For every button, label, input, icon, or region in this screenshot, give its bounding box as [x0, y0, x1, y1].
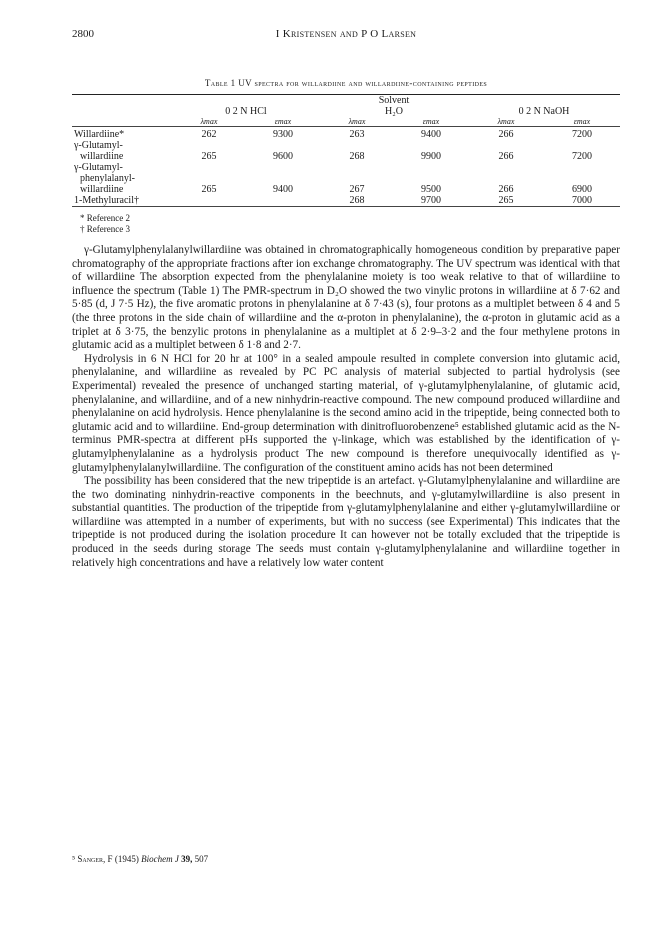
reference-volume: 39,: [181, 854, 193, 864]
compound-name: willardiine: [80, 184, 124, 195]
table-cell: [172, 195, 246, 207]
compound-name: 1-Methyluracil†: [74, 195, 139, 206]
table-row: [72, 195, 620, 207]
table-cell: 9700: [421, 195, 441, 206]
page-number: 2800: [72, 28, 94, 40]
table-cell: 7200: [572, 129, 592, 140]
compound-name: phenylalanyl-: [80, 173, 135, 184]
table-row: [72, 140, 620, 151]
table-cell: [246, 195, 320, 207]
footnote: † Reference 3: [80, 224, 130, 234]
table-row: [72, 129, 620, 140]
table-row: [72, 173, 620, 184]
subcol-epsilon: εmax: [274, 117, 292, 126]
solvent-header: Solvent: [378, 95, 410, 106]
table-footnotes: [80, 213, 620, 235]
table-cell: 7200: [572, 151, 592, 162]
table-cell: 9600: [273, 151, 293, 162]
running-title: I Kristensen and P O Larsen: [275, 28, 417, 40]
reference-year: (1945): [114, 854, 139, 864]
reference-page: 507: [194, 854, 209, 864]
table-cell: 265: [498, 195, 514, 206]
subcol-lambda: λmax: [348, 117, 366, 126]
footnote: * Reference 2: [80, 213, 130, 223]
table-cell: 266: [498, 184, 514, 195]
table-cell: 265: [201, 151, 217, 162]
table-row: [72, 184, 620, 195]
table-cell: 266: [498, 129, 514, 140]
subcol-lambda: λmax: [200, 117, 218, 126]
paragraph: γ-Glutamylphenylalanylwillardiine was obtained in chromatographically homogeneous condition by preparative paper chromatography of the appropriate fractions after ion exchange chromatography. The UV spectrum was identical with that of willardiine The absorption expected from the phenylalanine moiety is too weak relative to that of willardiine to influence the spectrum (Table 1) The PMR-spectrum in D₂O showed the two vinylic protons in willardiine at δ 7·62 and 5·85 (d, J 7·5 Hz), the five aromatic protons in phenylalanine at δ 7·43 (s), four protons as a multiplet between δ 4 and 5 (the three protons in the side chain of willardiine and the α-proton in phenylalanine), the α-proton in glutamic acid as a triplet at δ 3·75, the benzylic protons in phenylalanine as a multiplet at δ 2·9–3·2 and the four methylene protons in glutamic acid as a multiplet between δ 1·8 and 2·7.: [72, 244, 620, 352]
reference-journal: Biochem J: [141, 854, 179, 864]
table-caption: Table 1 UV spectra for willardiine and willardiine-containing peptides: [204, 78, 488, 88]
table-cell: 268: [349, 151, 365, 162]
page-header: [72, 28, 620, 48]
solvent-naoh: 0 2 N NaOH: [518, 106, 570, 117]
table-cell: 9400: [273, 184, 293, 195]
paragraph: Hydrolysis in 6 N HCl for 20 hr at 100° in a sealed ampoule resulted in complete conversion into glutamic acid, phenylalanine, and willardiine as revealed by PC PC analysis of material subjected to partial hydrolysis (see Experimental) revealed the presence of unchanged starting material, of γ-glutamylphenylalanine, of glutamic acid, phenylalanine, and willardiine, and of a new ninhydrin-reactive compound. The new compound produced willardiine and phenylalanine on acid hydrolysis. Hence phenylalanine is the second amino acid in the tripeptide, being connected both to glutamic acid and to willardiine. End-group determination with dinitrofluorobenzene⁵ established glutamic acid as the N-terminus PMR-spectra at different pHs supported the γ-linkage, which was established by the identification of γ-glutamylphenylalanine as a hydrolysis product The new compound is therefore unequivocally identified as γ-glutamylphenylalanylwillardiine. The configuration of the constituent amino acids has not been determined: [72, 352, 620, 474]
body-text: [72, 244, 620, 570]
uv-spectra-table: [72, 94, 620, 209]
subcol-epsilon: εmax: [422, 117, 440, 126]
table-cell: 9400: [421, 129, 441, 140]
table-row: [72, 151, 620, 162]
paragraph: The possibility has been considered that the new tripeptide is an artefact. γ-Glutamylphenylalanine and willardiine are the two dominating ninhydrin-reactive components in the beechnuts, and γ-glutamylwillardiine is also present in substantial quantities. The production of the tripeptide from γ-glutamylphenylalanine and either γ-glutamylwillardiine or willardiine was attempted in a number of experiments, but with no success (see Experimental) This indicates that the tripeptide is not produced during the isolation procedure It can however not be totally excluded that the tripeptide is produced in the seeds during storage The seeds must contain γ-glutamylphenylalanine and willardiine together in relatively high concentrations and have a relatively low water content: [72, 475, 620, 569]
solvent-water: H₂O: [385, 106, 403, 117]
page: [72, 28, 620, 864]
table-cell: 9900: [421, 151, 441, 162]
compound-name: Willardiine*: [74, 129, 125, 140]
solvent-hcl: 0 2 N HCl: [225, 106, 267, 117]
compound-name: willardiine: [80, 151, 124, 162]
subcol-epsilon: εmax: [573, 117, 591, 126]
reference-author: Sanger, F: [77, 854, 113, 864]
table-cell: 262: [201, 129, 217, 140]
table-cell: 7000: [572, 195, 592, 206]
table-cell: 268: [349, 195, 365, 206]
table-cell: 9500: [421, 184, 441, 195]
table-cell: 9300: [273, 129, 293, 140]
table-cell: 265: [201, 184, 217, 195]
compound-name: γ-Glutamyl-: [74, 162, 123, 173]
reference-number: ⁵: [72, 854, 76, 864]
subcol-lambda: λmax: [497, 117, 515, 126]
table-cell: 266: [498, 151, 514, 162]
table-row: [72, 162, 620, 173]
table-cell: 263: [349, 129, 365, 140]
compound-name: γ-Glutamyl-: [74, 140, 123, 151]
table-cell: 6900: [572, 184, 592, 195]
table-cell: 267: [349, 184, 365, 195]
footnote-reference: [72, 854, 208, 864]
